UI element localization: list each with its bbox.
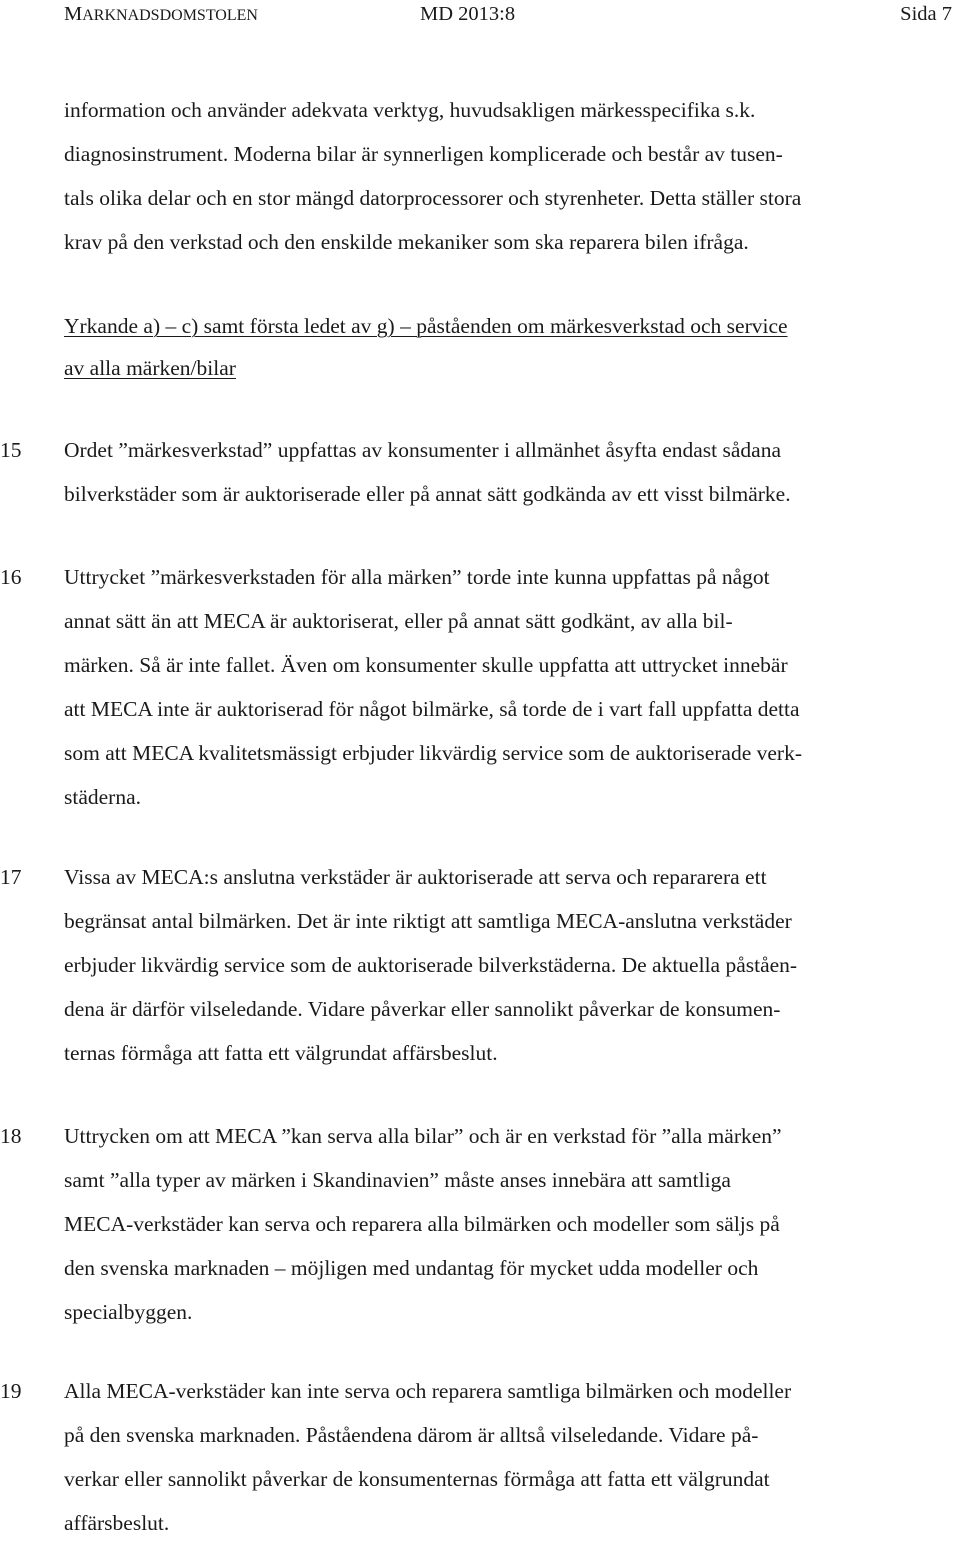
paragraph-line: annat sätt än att MECA är auktoriserat, eller på annat sätt godkänt, av alla bil-: [64, 609, 733, 633]
heading-line: Yrkande a) – c) samt första ledet av g) – påståenden om märkesverkstad och service: [64, 314, 788, 338]
numbered-paragraph: [64, 855, 944, 1075]
paragraph-line: begränsat antal bilmärken. Det är inte riktigt att samtliga MECA-anslutna verkstäder: [64, 909, 792, 933]
paragraph-line: tals olika delar och en stor mängd datorprocessorer och styrenheter. Detta ställer stora: [64, 186, 802, 210]
header-case-number: MD 2013:8: [420, 3, 516, 25]
paragraph-number: 19: [0, 1379, 22, 1403]
paragraph-line: krav på den verkstad och den enskilde mekaniker som ska reparera bilen ifråga.: [64, 230, 749, 254]
paragraph-line: ternas förmåga att fatta ett välgrundat affärsbeslut.: [64, 1041, 498, 1065]
header-court-name: MARKNADSDOMSTOLEN: [64, 3, 258, 25]
paragraph-line: på den svenska marknaden. Påståendena därom är alltså vilseledande. Vidare på-: [64, 1423, 759, 1447]
paragraph-line: Alla MECA-verkstäder kan inte serva och reparera samtliga bilmärken och modeller: [64, 1379, 792, 1403]
paragraph-line: dena är därför vilseledande. Vidare påverkar eller sannolikt påverkar de konsumen-: [64, 997, 781, 1021]
paragraph-line: städerna.: [64, 785, 142, 809]
paragraph-line: diagnosinstrument. Moderna bilar är synnerligen komplicerade och består av tusen-: [64, 142, 783, 166]
paragraph-line: erbjuder likvärdig service som de auktoriserade bilverkstäderna. De aktuella påståen-: [64, 953, 798, 977]
paragraph-line: affärsbeslut.: [64, 1511, 170, 1535]
paragraph-line: Vissa av MECA:s anslutna verkstäder är auktoriserade att serva och repararera ett: [64, 865, 767, 889]
page-header: [0, 0, 960, 30]
paragraph-number: 18: [0, 1124, 22, 1148]
paragraph-number: 16: [0, 565, 22, 589]
header-page-number: Sida 7: [900, 3, 952, 25]
paragraph-line: Uttrycket ”märkesverkstaden för alla märken” torde inte kunna uppfattas på något: [64, 565, 770, 589]
paragraph-line: att MECA inte är auktoriserad för något bilmärke, så torde de i vart fall uppfatta detta: [64, 697, 800, 721]
paragraph-line: verkar eller sannolikt påverkar de konsumenternas förmåga att fatta ett välgrundat: [64, 1467, 770, 1491]
paragraph-line: samt ”alla typer av märken i Skandinavien” måste anses innebära att samtliga: [64, 1168, 731, 1192]
paragraph-line: som att MECA kvalitetsmässigt erbjuder likvärdig service som de auktoriserade verk-: [64, 741, 802, 765]
numbered-paragraph: [64, 1369, 944, 1545]
paragraph-line: märken. Så är inte fallet. Även om konsumenter skulle uppfatta att uttrycket innebär: [64, 653, 788, 677]
paragraph-line: Ordet ”märkesverkstad” uppfattas av konsumenter i allmänhet åsyfta endast sådana: [64, 438, 781, 462]
paragraph-number: 15: [0, 438, 22, 462]
paragraph-line: bilverkstäder som är auktoriserade eller på annat sätt godkända av ett visst bilmärke.: [64, 482, 791, 506]
section-heading: [64, 305, 944, 389]
paragraph-number: 17: [0, 865, 22, 889]
paragraph-line: information och använder adekvata verktyg, huvudsakligen märkesspecifika s.k.: [64, 98, 756, 122]
numbered-paragraph: [64, 1114, 944, 1334]
heading-line: av alla märken/bilar: [64, 356, 236, 380]
numbered-paragraph: [64, 555, 944, 819]
paragraph-line: den svenska marknaden – möjligen med undantag för mycket udda modeller och: [64, 1256, 759, 1280]
numbered-paragraph: [64, 428, 944, 516]
paragraph-line: MECA-verkstäder kan serva och reparera alla bilmärken och modeller som säljs på: [64, 1212, 780, 1236]
paragraph-line: specialbyggen.: [64, 1300, 193, 1324]
intro-paragraph: [64, 88, 944, 264]
paragraph-line: Uttrycken om att MECA ”kan serva alla bilar” och är en verkstad för ”alla märken”: [64, 1124, 782, 1148]
